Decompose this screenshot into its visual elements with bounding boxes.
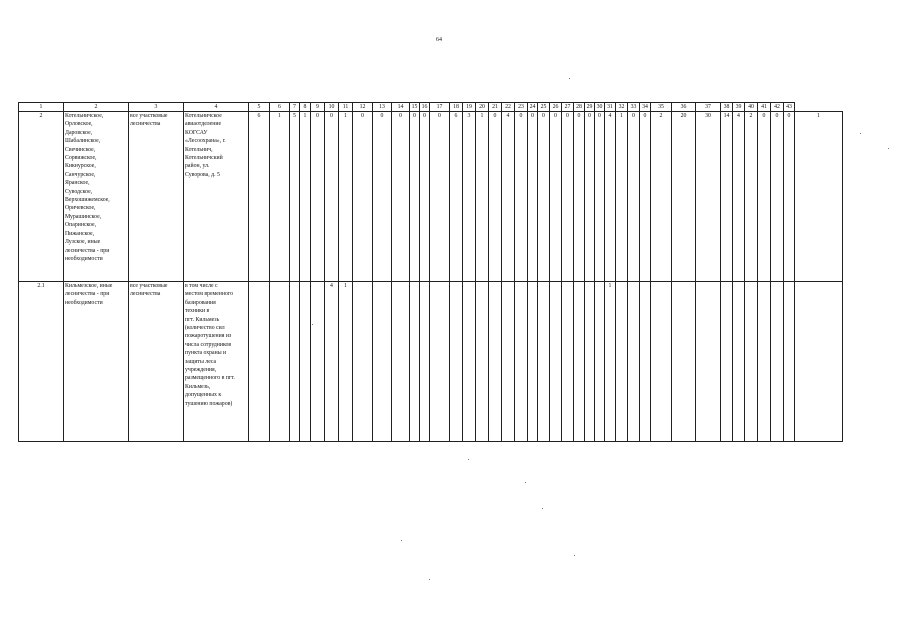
cell-line: КОГСАУ (185, 129, 208, 136)
cell-line: тушению пожаров) (185, 400, 233, 407)
cell-line: местом временного (185, 291, 234, 298)
value-cell-col-8: 1 (300, 112, 311, 282)
column-number-22: 22 (502, 103, 515, 112)
value-cell-col-21: 0 (489, 112, 502, 282)
column-number-43: 43 (784, 103, 795, 112)
cell-line: Верхошижемское, (65, 197, 110, 204)
column-number-9: 9 (311, 103, 325, 112)
cell-line: авиаотделение (185, 121, 222, 128)
cell-line: Кильмезь, (185, 383, 211, 390)
cell-line: Оричевское, (65, 205, 96, 212)
column-number-32: 32 (616, 103, 628, 112)
value-cell-col-28 (574, 282, 585, 442)
column-number-26: 26 (550, 103, 562, 112)
cell-line: Яранское, (65, 180, 90, 187)
value-cell-col-32: 1 (616, 112, 628, 282)
value-cell-col-10: 4 (325, 282, 339, 442)
value-cell-col-38: 14 (721, 112, 733, 282)
value-cell-col-6: 1 (270, 112, 290, 282)
column-number-11: 11 (339, 103, 353, 112)
value-cell-col-26: 0 (550, 112, 562, 282)
value-cell-col-18 (450, 282, 463, 442)
column-number-29: 29 (585, 103, 595, 112)
value-cell-col-43: 0 (784, 112, 795, 282)
value-cell-col-22 (502, 282, 515, 442)
column-number-35: 35 (651, 103, 672, 112)
column-number-34: 34 (640, 103, 651, 112)
cell-line: лесничества (130, 121, 161, 128)
value-cell-col-35: 2 (651, 112, 672, 282)
column-number-17: 17 (430, 103, 450, 112)
value-cell-col-30 (595, 282, 605, 442)
value-cell-col-44: 1 (795, 112, 843, 282)
column-number-39: 39 (733, 103, 745, 112)
value-cell-col-14: 0 (392, 112, 410, 282)
cell-line: Котельничский (185, 155, 223, 162)
cell-line: все участковые (130, 283, 168, 289)
column-number-15: 15 (410, 103, 420, 112)
row-number-cell: 2.1 (19, 282, 64, 442)
value-cell-col-38 (721, 282, 733, 442)
value-cell-col-9: 0 (311, 112, 325, 282)
column-number-6: 6 (270, 103, 290, 112)
value-cell-col-40 (745, 282, 758, 442)
cell-line: Сорвижское, (65, 155, 97, 162)
value-cell-col-41: 0 (758, 112, 771, 282)
column-number-20: 20 (476, 103, 489, 112)
column-number-31: 31 (605, 103, 616, 112)
value-cell-col-34 (640, 282, 651, 442)
column-number-7: 7 (290, 103, 300, 112)
cell-line: Суводское, (65, 188, 93, 195)
column-number-16: 16 (420, 103, 430, 112)
column-number-8: 8 (300, 103, 311, 112)
cell-line: Котельнич, (185, 146, 213, 153)
cell-line: пункта охраны и (185, 350, 227, 357)
column-number-27: 27 (562, 103, 574, 112)
cell-line: Кикнурское, (65, 163, 96, 170)
column-number-5: 5 (249, 103, 270, 112)
value-cell-col-12 (353, 282, 373, 442)
forestry-areas-cell (64, 282, 129, 442)
column-number-13: 13 (373, 103, 392, 112)
column-number-3: 3 (129, 103, 184, 112)
local-forestries-cell (129, 112, 184, 282)
value-cell-col-30: 0 (595, 112, 605, 282)
value-cell-col-6 (270, 282, 290, 442)
column-number-33: 33 (628, 103, 640, 112)
value-cell-col-12: 0 (353, 112, 373, 282)
value-cell-col-17 (430, 282, 450, 442)
value-cell-col-31: 1 (605, 282, 616, 442)
value-cell-col-41 (758, 282, 771, 442)
cell-line: лесничества - при (65, 291, 110, 298)
column-number-30: 30 (595, 103, 605, 112)
column-number-28: 28 (574, 103, 585, 112)
value-cell-col-43 (784, 282, 795, 442)
value-cell-col-10: 0 (325, 112, 339, 282)
value-cell-col-44 (795, 282, 843, 442)
cell-line: Даровское, (65, 129, 93, 136)
cell-line: в том числе с (185, 283, 218, 289)
value-cell-col-37 (696, 282, 721, 442)
value-cell-col-35 (651, 282, 672, 442)
column-number-23: 23 (515, 103, 528, 112)
cell-line: Опаринское, (65, 222, 97, 229)
value-cell-col-36 (672, 282, 696, 442)
value-cell-col-33 (628, 282, 640, 442)
value-cell-col-22: 4 (502, 112, 515, 282)
value-cell-col-9 (311, 282, 325, 442)
column-number-18: 18 (450, 103, 463, 112)
value-cell-col-34: 0 (640, 112, 651, 282)
value-cell-col-14 (392, 282, 410, 442)
value-cell-col-25 (538, 282, 550, 442)
value-cell-col-27: 0 (562, 112, 574, 282)
value-cell-col-16: 0 (420, 112, 430, 282)
fire-resources-table (18, 102, 843, 442)
cell-line: необходимости (65, 299, 103, 306)
cell-line: Лузское, иные (65, 239, 101, 246)
value-cell-col-23 (515, 282, 528, 442)
column-number-12: 12 (353, 103, 373, 112)
value-cell-col-27 (562, 282, 574, 442)
cell-line: допущенных к (185, 392, 222, 399)
value-cell-col-5: 6 (249, 112, 270, 282)
column-number-10: 10 (325, 103, 339, 112)
cell-line: Суворова, д. 5 (185, 171, 220, 178)
column-number-40: 40 (745, 103, 758, 112)
value-cell-col-18: 6 (450, 112, 463, 282)
cell-line: Шабалинское, (65, 138, 101, 145)
value-cell-col-21 (489, 282, 502, 442)
value-cell-col-29: 0 (585, 112, 595, 282)
value-cell-col-19 (463, 282, 476, 442)
cell-line: Мурашинское, (65, 213, 102, 220)
value-cell-col-31: 4 (605, 112, 616, 282)
value-cell-col-40: 2 (745, 112, 758, 282)
column-number-36: 36 (672, 103, 696, 112)
cell-line: «Лесоохрана», г. (185, 138, 226, 145)
local-forestries-cell (129, 282, 184, 442)
cell-line: базирования (185, 299, 216, 306)
value-cell-col-13: 0 (373, 112, 392, 282)
cell-line: Кильмезское, иные (65, 283, 113, 289)
cell-line: учреждения, (185, 367, 217, 374)
value-cell-col-19: 3 (463, 112, 476, 282)
cell-line: район, ул. (185, 163, 210, 170)
column-number-2: 2 (64, 103, 129, 112)
value-cell-col-20: 1 (476, 112, 489, 282)
value-cell-col-29 (585, 282, 595, 442)
value-cell-col-17: 0 (430, 112, 450, 282)
value-cell-col-15: 0 (410, 112, 420, 282)
value-cell-col-20 (476, 282, 489, 442)
cell-line: пожаротушения из (185, 333, 232, 340)
column-number-14: 14 (392, 103, 410, 112)
cell-line: Орловское, (65, 121, 93, 128)
page-number: 64 (436, 37, 442, 43)
column-number-19: 19 (463, 103, 476, 112)
column-number-41: 41 (758, 103, 771, 112)
value-cell-col-39 (733, 282, 745, 442)
value-cell-col-7 (290, 282, 300, 442)
cell-line: техники в (185, 308, 210, 315)
cell-line: Котельничское (185, 113, 222, 119)
table-row (19, 282, 843, 442)
value-cell-col-13 (373, 282, 392, 442)
value-cell-col-8 (300, 282, 311, 442)
value-cell-col-15 (410, 282, 420, 442)
value-cell-col-32 (616, 282, 628, 442)
organization-cell (184, 282, 249, 442)
value-cell-col-26 (550, 282, 562, 442)
value-cell-col-23: 0 (515, 112, 528, 282)
organization-cell (184, 112, 249, 282)
column-number-1: 1 (19, 103, 64, 112)
value-cell-col-39: 4 (733, 112, 745, 282)
value-cell-col-7: 5 (290, 112, 300, 282)
cell-line: необходимости (65, 255, 103, 262)
column-number-21: 21 (489, 103, 502, 112)
value-cell-col-37: 30 (696, 112, 721, 282)
value-cell-col-28: 0 (574, 112, 585, 282)
column-number-42: 42 (771, 103, 784, 112)
column-number-37: 37 (696, 103, 721, 112)
value-cell-col-42 (771, 282, 784, 442)
column-number-4: 4 (184, 103, 249, 112)
value-cell-col-24 (528, 282, 538, 442)
cell-line: все участковые (130, 113, 168, 119)
cell-line: (количество сил (185, 325, 225, 332)
cell-line: лесничества (130, 291, 161, 298)
cell-line: пгт. Кильмезь (185, 316, 220, 323)
value-cell-col-11: 1 (339, 112, 353, 282)
cell-line: лесничества - при (65, 247, 110, 254)
cell-line: Котельничское, (65, 113, 104, 119)
column-number-25: 25 (538, 103, 550, 112)
value-cell-col-16 (420, 282, 430, 442)
value-cell-col-25: 0 (538, 112, 550, 282)
value-cell-col-5 (249, 282, 270, 442)
column-number-24: 24 (528, 103, 538, 112)
value-cell-col-24: 0 (528, 112, 538, 282)
cell-line: размещенного в пгт. (185, 375, 235, 382)
cell-line: числа сотрудников (185, 341, 232, 348)
cell-line: Санчурское, (65, 171, 96, 178)
table-row (19, 112, 843, 282)
value-cell-col-11: 1 (339, 282, 353, 442)
value-cell-col-36: 20 (672, 112, 696, 282)
header-row (19, 103, 843, 112)
row-number-cell: 2 (19, 112, 64, 282)
cell-line: Пижанское, (65, 230, 95, 237)
cell-line: Свечинское, (65, 146, 96, 153)
value-cell-col-33: 0 (628, 112, 640, 282)
forestry-areas-cell (64, 112, 129, 282)
value-cell-col-42: 0 (771, 112, 784, 282)
cell-line: защиты леса (185, 358, 217, 365)
column-number-38: 38 (721, 103, 733, 112)
